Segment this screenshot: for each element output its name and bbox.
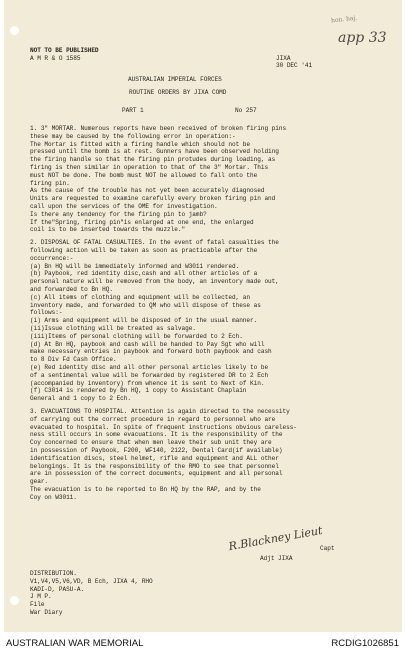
body-line: pressed until the bomb is at rest. Gunners have been observed holding <box>30 148 279 156</box>
body-line: these may be caused by the following error in operation:- <box>30 132 236 140</box>
punch-hole <box>10 26 19 35</box>
body-line: 3. EVACUATIONS TO HOSPITAL. Attention is again directed to the necessity <box>30 408 290 415</box>
archive-footer <box>0 633 405 654</box>
part-label: PART 1 <box>122 107 144 114</box>
body-line: to 8 Div Fd Cash Office. <box>30 356 117 364</box>
body-line: As the cause of the trouble has not yet been accurately diagnosed <box>30 187 265 195</box>
body-line: 2. DISPOSAL OF FATAL CASUALTIES. In the event of fatal casualties the <box>30 239 279 247</box>
body-line: follows:- <box>30 309 63 317</box>
body-line: are in possession of the correct documents, equipment and all personal <box>30 470 283 478</box>
body-line: (d) At Bn HQ, paybook and cash will be handed to Pay Sgt who will <box>30 340 265 348</box>
distribution-entry: J M P. <box>30 593 52 601</box>
body-line: evacuated to hospital. In spite of frequent instructions obvious careless- <box>30 423 297 431</box>
distribution-heading: DISTRIBUTION. <box>30 570 77 577</box>
order-number: No 257 <box>235 107 257 114</box>
handwritten-signature: R.Blackney Lieut <box>227 523 324 554</box>
folio-number: app 33 <box>338 30 387 46</box>
restriction-notice: NOT TO BE PUBLISHED <box>30 47 99 54</box>
body-line: Coy concerned to ensure that when men leave their sub unit they are <box>30 439 272 447</box>
punch-hole <box>10 596 19 605</box>
body-line: occurrence:- <box>30 254 74 262</box>
body-line: General and 1 copy to 2 Ech. <box>30 395 131 403</box>
body-line: Is there any tendency for the firing pin to jamb? <box>30 210 207 218</box>
distribution-entry: KADI-D, PASU-A. <box>30 585 85 593</box>
body-line: (f) C3014 is rendered by Bn HQ, 1 copy to Assistant Chaplain <box>30 387 247 395</box>
body-line: The evacuation is to be reported to Bn HQ by the RAP, and by the <box>30 486 261 493</box>
signatory-title: Adjt JIXA <box>260 555 293 562</box>
body-line: (b) Paybook, red identity disc,cash and all other articles of a <box>30 270 258 278</box>
body-line: coil is to be inserted towards the muzzle." <box>30 226 186 234</box>
body-line: gear. <box>30 478 49 486</box>
body-line: (a) Bn HQ will be immediately informed and W3011 rendered. <box>30 262 240 270</box>
body-line: 1. 3" MORTAR. Numerous reports have been received of broken firing pins <box>30 125 287 132</box>
title-line-1: AUSTRALIAN IMPERIAL FORCES <box>128 76 222 83</box>
body-line: Coy on W3011. <box>30 493 77 501</box>
title-line-2: ROUTINE ORDERS BY JIXA COMD <box>129 89 227 96</box>
distribution-entry: V1,V4,V5,V6,VD, B Ech, JIXA 4, RHO <box>30 577 153 585</box>
document-page <box>4 0 402 632</box>
body-line: identification discs, steel helmet, rifle and equipment and ALL other <box>30 454 279 462</box>
body-line: firing pin. <box>30 179 70 187</box>
distribution-entry: War Diary <box>30 609 63 616</box>
body-line: If the"Spring, firing pin"is enlarged at one end, the enlarged <box>30 218 254 226</box>
pencil-annotation: hon. haj. <box>330 14 358 25</box>
body-line: of carrying out the correct procedure in regard to personnel who are <box>30 415 276 423</box>
body-line: and forwarded to Bn HQ. <box>30 286 113 293</box>
body-line: personal nature will be removed from the body, an inventory made out, <box>30 278 279 286</box>
body-line: (e) Red identity disc and all other personal articles likely to be <box>30 364 269 371</box>
body-line: firing is then similar in operation to that of the 3" Mortar. This <box>30 164 269 171</box>
body-line: ness still occurs in some evacuations. It is the responsibility of the <box>30 431 283 439</box>
body-line: in possession of Paybook, F200, WF140, 2122, Dental Card(if available) <box>30 447 283 454</box>
reference-code: A M R & O 1585 <box>30 55 81 62</box>
body-line: call upon the services of the OME for investigation. <box>30 203 218 210</box>
archive-id: RCDIG1026851 <box>331 638 399 649</box>
body-line: must NOT be done. The bomb must NOT be allowed to fall onto the <box>30 171 258 179</box>
unit-code: JIXA <box>276 55 291 62</box>
body-line: belongings. It is the responsibility of the RMO to see that personnel <box>30 462 279 470</box>
body-line: following action will be taken as soon as practicable after the <box>30 247 258 254</box>
body-line: (ii)Issue clothing will be treated as salvage. <box>30 325 196 332</box>
signatory-rank: Capt <box>320 545 335 552</box>
body-line: make necessary entries in paybook and forward both paybook and cash <box>30 348 272 356</box>
order-date: 30 DEC '41 <box>276 62 313 69</box>
body-line: the firing handle so that the firing pin protudes during loading, as <box>30 156 276 164</box>
body-line: inventory made, and forwarded to QM who will dispose of these as <box>30 301 261 309</box>
body-line: Units are requested to examine carefully every broken firing pin and <box>30 195 276 203</box>
distribution-entry: File <box>30 601 45 609</box>
body-line: (accompanied by inventory) from whence it is sent to Next of Kin. <box>30 379 265 387</box>
body-line: (c) All items of clothing and equipment will be collected, an <box>30 293 251 301</box>
body-line: (iii)Items of personal clothing will be forwarded to 2 Ech. <box>30 332 243 340</box>
body-line: of a sentimental value will be forwarded by registered DR to 2 Ech <box>30 371 269 379</box>
archive-name: AUSTRALIAN WAR MEMORIAL <box>6 638 144 649</box>
body-line: The Mortar is fitted with a firing handle which should not be <box>30 140 251 148</box>
body-line: (i) Arms and equipment will be disposed of in the usual manner. <box>30 317 258 325</box>
